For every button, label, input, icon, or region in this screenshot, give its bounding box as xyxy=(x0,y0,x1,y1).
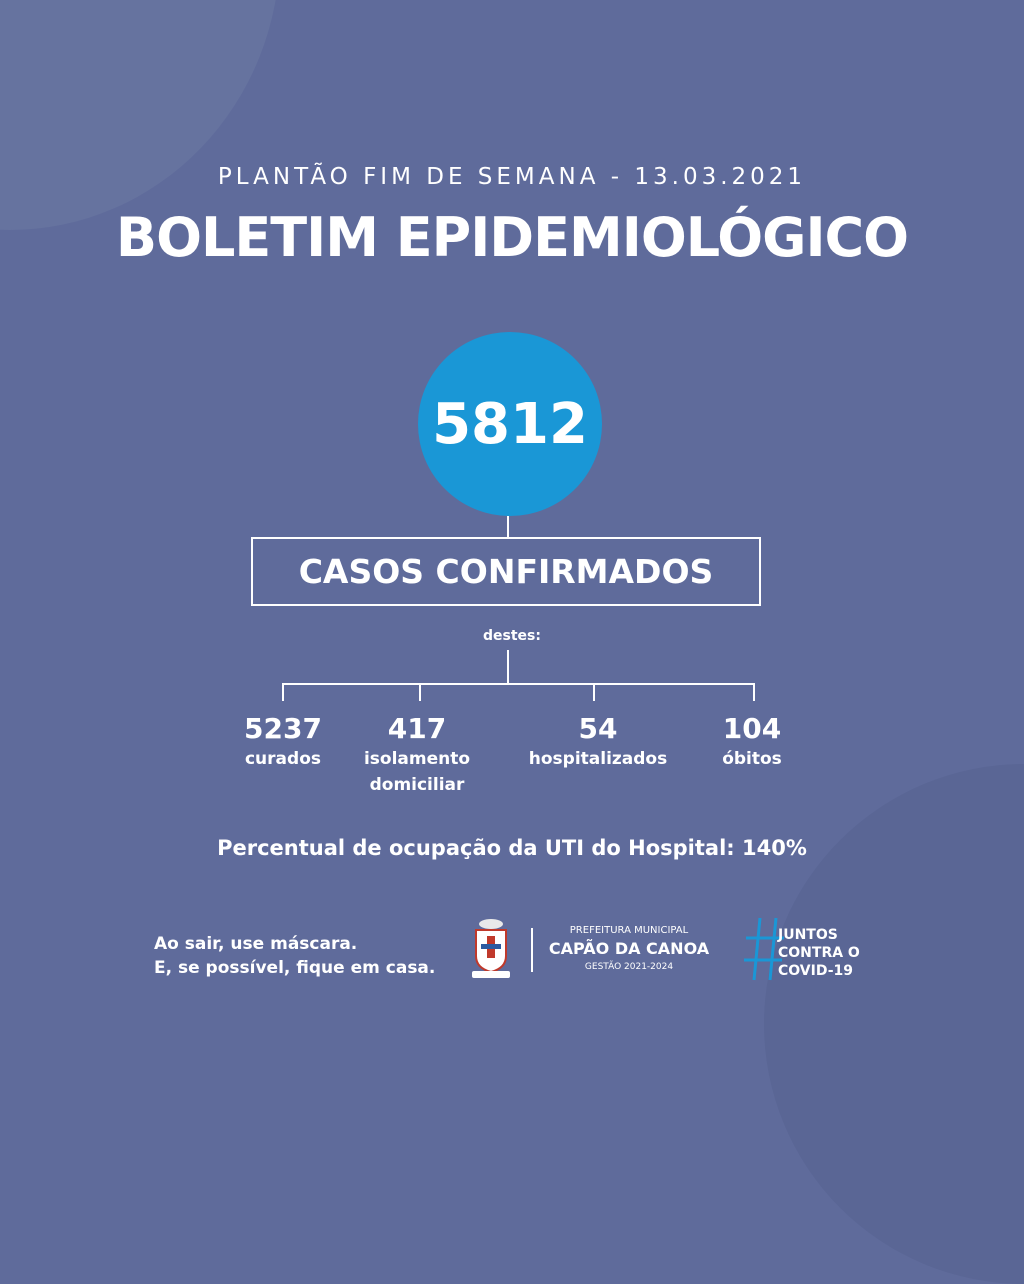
total-cases-circle xyxy=(418,332,602,516)
connector-circle-to-box xyxy=(507,516,509,537)
stat-value: 5237 xyxy=(244,712,322,745)
stat-obitos xyxy=(652,712,852,772)
background-shape-top-left xyxy=(0,0,280,230)
campaign-line-3: COVID-19 xyxy=(778,963,854,979)
confirmed-cases-label: CASOS CONFIRMADOS xyxy=(298,552,714,591)
connector-tick-2 xyxy=(419,683,421,701)
connector-tick-3 xyxy=(593,683,595,701)
stat-value: 417 xyxy=(387,712,447,745)
prefeitura-line-2: CAPÃO DA CANOA xyxy=(548,939,710,958)
campaign-line-1: JUNTOS xyxy=(778,927,838,943)
stat-label: óbitos xyxy=(722,749,782,769)
footer-divider xyxy=(531,928,533,972)
confirmed-cases-box xyxy=(251,537,761,606)
prefeitura-logo xyxy=(540,924,718,974)
connector-tick-1 xyxy=(282,683,284,701)
connector-tick-4 xyxy=(753,683,755,701)
mask-message xyxy=(154,932,435,980)
total-cases-value: 5812 xyxy=(432,391,588,457)
stat-value: 54 xyxy=(578,712,618,745)
bulletin-subtitle: PLANTÃO FIM DE SEMANA - 13.03.2021 xyxy=(217,164,807,190)
stat-label: hospitalizados xyxy=(528,749,668,769)
bulletin-title: BOLETIM EPIDEMIOLÓGICO xyxy=(115,206,909,269)
mask-message-line-1: Ao sair, use máscara. xyxy=(154,934,358,954)
breakdown-intro: destes: xyxy=(483,628,541,644)
campaign-line-2: CONTRA O xyxy=(778,945,860,961)
prefeitura-line-3: GESTÃO 2021-2024 xyxy=(584,962,674,972)
stat-isolamento xyxy=(317,712,517,798)
municipal-crest-icon xyxy=(466,918,516,980)
prefeitura-line-1: PREFEITURA MUNICIPAL xyxy=(569,925,689,936)
connector-horizontal xyxy=(282,683,755,685)
campaign-text xyxy=(778,926,860,980)
mask-message-line-2: E, se possível, fique em casa. xyxy=(154,958,436,978)
stat-value: 104 xyxy=(722,712,782,745)
icu-occupancy-text: Percentual de ocupação da UTI do Hospital: 140% xyxy=(217,836,807,860)
stat-label: curados xyxy=(244,749,321,769)
stat-label: isolamento domiciliar xyxy=(363,749,471,795)
connector-vertical-main xyxy=(507,650,509,684)
